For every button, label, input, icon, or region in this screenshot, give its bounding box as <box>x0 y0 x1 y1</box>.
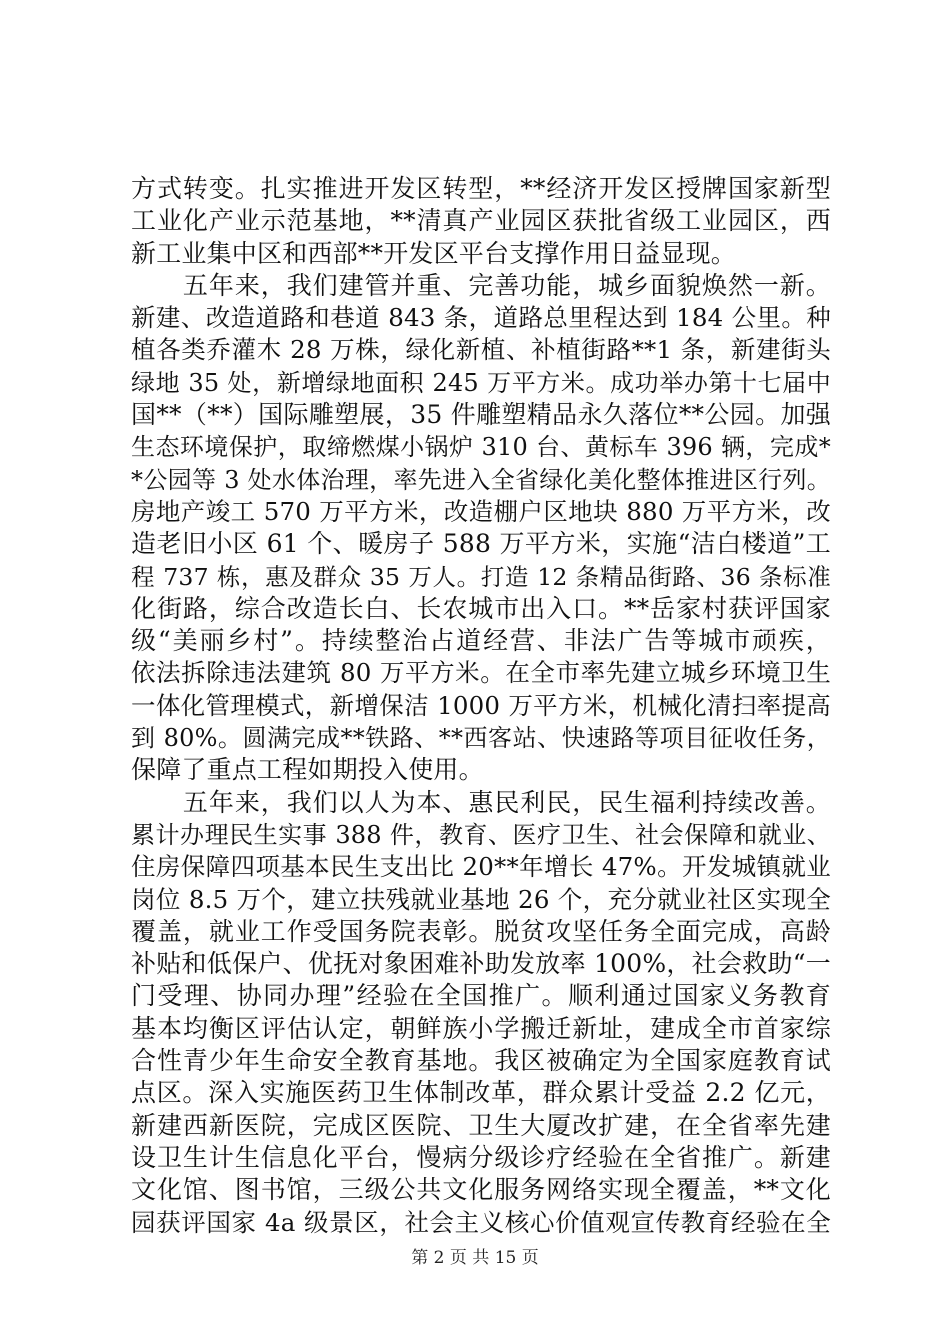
text-line: 生态环境保护，取缔燃煤小锅炉 310 台、黄标车 396 辆，完成* <box>131 433 831 462</box>
text-line: 造老旧小区 61 个、暖房子 588 万平方米，实施“洁白楼道”工 <box>131 529 831 559</box>
text-line: 保障了重点工程如期投入使用。 <box>131 755 484 785</box>
text-line: 一体化管理模式，新增保洁 1000 万平方米，机械化清扫率提高 <box>131 690 831 720</box>
text-line: 园获评国家 4a 级景区，社会主义核心价值观宣传教育经验在全 <box>131 1207 831 1237</box>
text-line: 住房保障四项基本民生支出比 20**年增长 47%。开发城镇就业 <box>131 852 831 882</box>
text-line: 工业化产业示范基地，**清真产业园区获批省级工业园区，西 <box>131 206 831 236</box>
text-line: 程 737 栋，惠及群众 35 万人。打造 12 条精品街路、36 条标准 <box>131 562 831 591</box>
text-line: 植各类乔灌木 28 万株，绿化新植、补植街路**1 条，新建街头 <box>131 335 831 365</box>
text-line: 合性青少年生命安全教育基地。我区被确定为全国家庭教育试 <box>131 1046 831 1076</box>
text-line: 文化馆、图书馆，三级公共文化服务网络实现全覆盖，**文化 <box>131 1175 831 1205</box>
text-line: 依法拆除违法建筑 80 万平方米。在全市率先建立城乡环境卫生 <box>131 658 831 688</box>
text-line: 新工业集中区和西部**开发区平台支撑作用日益显现。 <box>131 238 737 268</box>
text-line: 岗位 8.5 万个，建立扶残就业基地 26 个，充分就业社区实现全 <box>131 884 831 914</box>
text-line: 设卫生计生信息化平台，慢病分级诊疗经验在全省推广。新建 <box>131 1142 831 1172</box>
text-line: 到 80%。圆满完成**铁路、**西客站、快速路等项目征收任务， <box>131 724 831 753</box>
document-body <box>131 173 831 1239</box>
text-line: 新建西新医院，完成区医院、卫生大厦改扩建，在全省率先建 <box>131 1110 831 1140</box>
text-line: 点区。深入实施医药卫生体制改革，群众累计受益 2.2 亿元， <box>131 1078 831 1108</box>
text-line: 绿地 35 处，新增绿地面积 245 万平方米。成功举办第十七届中 <box>131 368 831 397</box>
text-line: 门受理、协同办理”经验在全国推广。顺利通过国家义务教育 <box>131 981 831 1011</box>
text-line: 国**（**）国际雕塑展，35 件雕塑精品永久落位**公园。加强 <box>131 400 831 430</box>
text-line: 级“美丽乡村”。持续整治占道经营、非法广告等城市顽疾， <box>131 626 831 656</box>
text-line: 基本均衡区评估认定，朝鲜族小学搬迁新址，建成全市首家综 <box>131 1013 831 1043</box>
text-line: 补贴和低保户、优抚对象困难补助发放率 100%，社会救助“一 <box>131 949 831 979</box>
text-line: *公园等 3 处水体治理，率先进入全省绿化美化整体推进区行列。 <box>131 465 831 494</box>
text-line: 房地产竣工 570 万平方米，改造棚户区地块 880 万平方米，改 <box>131 496 831 526</box>
text-line: 五年来，我们建管并重、完善功能，城乡面貌焕然一新。 <box>131 270 831 300</box>
page-footer: 第 2 页 共 15 页 <box>411 1248 539 1268</box>
text-line: 覆盖，就业工作受国务院表彰。脱贫攻坚任务全面完成，高龄 <box>131 916 831 946</box>
text-line: 五年来，我们以人为本、惠民利民，民生福利持续改善。 <box>131 787 831 817</box>
text-line: 化街路，综合改造长白、长农城市出入口。**岳家村获评国家 <box>131 593 831 623</box>
text-line: 累计办理民生实事 388 件，教育、医疗卫生、社会保障和就业、 <box>131 820 831 849</box>
text-line: 方式转变。扎实推进开发区转型，**经济开发区授牌国家新型 <box>131 174 831 203</box>
text-line: 新建、改造道路和巷道 843 条，道路总里程达到 184 公里。种 <box>131 303 831 333</box>
